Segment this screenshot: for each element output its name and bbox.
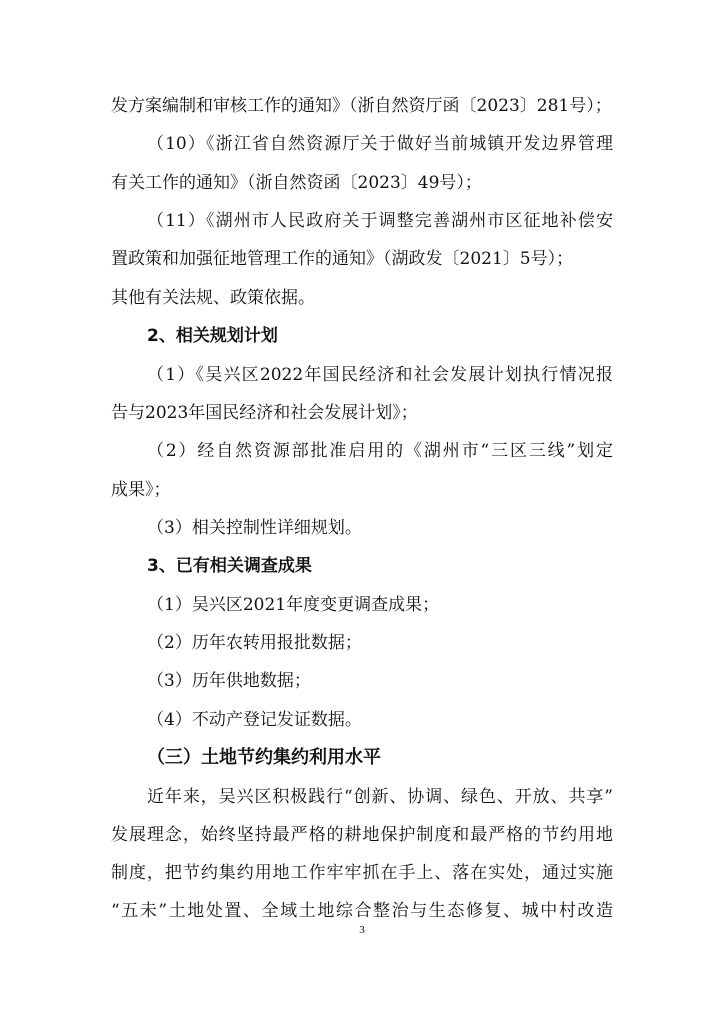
text-line-19: 近年来，吴兴区积极践行“创新、协调、绿色、开放、共享”: [147, 787, 613, 807]
text-line-11: 成果》；: [111, 480, 171, 500]
text-line-17: （4）不动产登记发证数据。: [147, 710, 362, 730]
text-line-5: 置政策和加强征地管理工作的通知》（湖政发〔2021〕5号）；: [111, 249, 574, 269]
section-heading-3: 3、已有相关调查成果: [147, 556, 312, 576]
text-line-12: （3）相关控制性详细规划。: [147, 518, 362, 538]
text-line-15: （2）历年农转用报批数据；: [147, 633, 362, 653]
text-line-6: 其他有关法规、政策依据。: [111, 288, 315, 308]
text-line-3: 有关工作的通知》（浙自然资函〔2023〕49号）；: [111, 173, 482, 193]
text-line-1: 发方案编制和审核工作的通知》（浙自然资厅函〔2023〕281号）；: [111, 96, 612, 116]
text-line-4: （11）《湖州市人民政府关于调整完善湖州市区征地补偿安: [147, 211, 613, 231]
text-line-10: （2）经自然资源部批准启用的《湖州市“三区三线”划定: [147, 441, 613, 461]
text-line-2: （10）《浙江省自然资源厅关于做好当前城镇开发边界管理: [147, 134, 613, 154]
text-line-22: “五未”土地处置、全域土地综合整治与生态修复、城中村改造: [111, 901, 613, 921]
text-line-14: （1）吴兴区2021年度变更调查成果；: [147, 595, 440, 615]
text-line-20: 发展理念，始终坚持最严格的耕地保护制度和最严格的节约用地: [111, 825, 613, 845]
text-line-21: 制度，把节约集约用地工作牢牢抓在手上、落在实处，通过实施: [111, 863, 613, 883]
text-line-9: 告与2023年国民经济和社会发展计划》；: [111, 403, 418, 423]
section-heading-2: 2、相关规划计划: [147, 326, 278, 346]
text-line-8: （1）《吴兴区2022年国民经济和社会发展计划执行情况报: [147, 365, 613, 385]
page-number: 3: [359, 924, 365, 936]
text-line-16: （3）历年供地数据；: [147, 671, 311, 691]
subsection-heading: （三）土地节约集约利用水平: [147, 747, 381, 768]
